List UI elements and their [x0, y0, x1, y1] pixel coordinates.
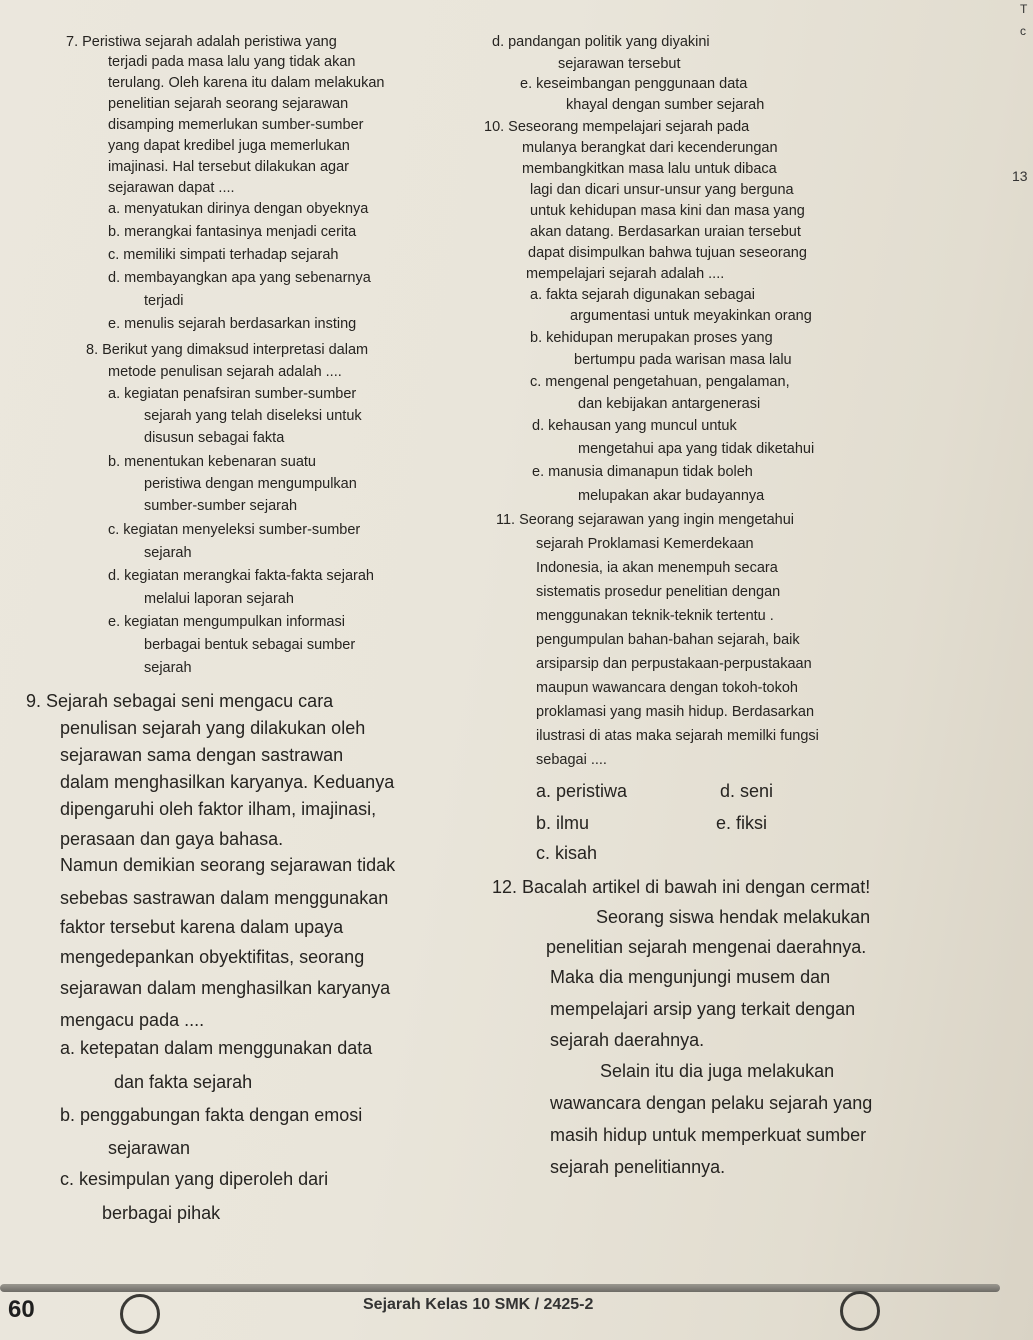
footer-circle-icon: [840, 1291, 880, 1331]
text-line-q10-d1: d. kehausan yang muncul untuk: [532, 418, 737, 434]
text-line-q9-c2: berbagai pihak: [102, 1203, 221, 1223]
text-line-q9-l3: sejarawan sama dengan sastrawan: [60, 745, 344, 765]
text-line-q12-l7: Selain itu dia juga melakukan: [600, 1061, 835, 1081]
text-line-q9-l1: 9. Sejarah sebagai seni mengacu cara: [26, 691, 334, 711]
text-line-q9-l10: mengedepankan obyektifitas, seorang: [60, 947, 365, 967]
text-line-q11-b: b. ilmu: [536, 813, 590, 833]
text-line-q8-a3: disusun sebagai fakta: [144, 430, 285, 446]
text-line-q10-c2: dan kebijakan antargenerasi: [578, 396, 761, 412]
text-line-q8-a2: sejarah yang telah diseleksi untuk: [144, 408, 362, 424]
text-line-q9-b2: sejarawan: [108, 1138, 191, 1158]
page-number: 60: [8, 1296, 35, 1323]
text-line-q8-b3: sumber-sumber sejarah: [144, 498, 298, 514]
text-line-q10-l5: untuk kehidupan masa kini dan masa yang: [530, 203, 805, 219]
footer-divider: [0, 1284, 1000, 1292]
text-line-q9-c1: c. kesimpulan yang diperoleh dari: [60, 1169, 329, 1189]
text-line-q10-l3: membangkitkan masa lalu untuk dibaca: [522, 161, 777, 177]
text-line-q9-l12: mengacu pada ....: [60, 1010, 205, 1030]
text-line-q10-c1: c. mengenal pengetahuan, pengalaman,: [530, 374, 790, 390]
text-line-q10-l7: dapat disimpulkan bahwa tujuan seseorang: [528, 245, 807, 261]
text-line-q8-e2: berbagai bentuk sebagai sumber: [144, 637, 356, 653]
text-line-q7-l6: yang dapat kredibel juga memerlukan: [108, 138, 350, 154]
text-line-q11-l2: sejarah Proklamasi Kemerdekaan: [536, 536, 754, 552]
text-line-q12-l10: sejarah penelitiannya.: [550, 1157, 726, 1177]
text-line-q8-a1: a. kegiatan penafsiran sumber-sumber: [108, 386, 357, 402]
text-line-q8-l1: 8. Berikut yang dimaksud interpretasi dalam: [86, 342, 369, 358]
text-line-q9-b1: b. penggabungan fakta dengan emosi: [60, 1105, 363, 1125]
text-line-q7-l1: 7. Peristiwa sejarah adalah peristiwa yang: [66, 34, 337, 50]
text-line-q7-e-r1: e. keseimbangan penggunaan data: [520, 76, 748, 92]
text-line-q7-l7: imajinasi. Hal tersebut dilakukan agar: [108, 159, 349, 175]
text-line-q11-l11: sebagai ....: [536, 752, 607, 768]
text-line-q8-c1: c. kegiatan menyeleksi sumber-sumber: [108, 522, 361, 538]
text-line-q7-l4: penelitian sejarah seorang sejarawan: [108, 96, 349, 112]
text-line-q10-a1: a. fakta sejarah digunakan sebagai: [530, 287, 755, 303]
text-line-q9-l8: sebebas sastrawan dalam menggunakan: [60, 888, 389, 908]
text-line-q12-l9: masih hidup untuk memperkuat sumber: [550, 1125, 867, 1145]
corner-mark-t: T: [1020, 2, 1028, 16]
text-line-q10-l4: lagi dan dicari unsur-unsur yang berguna: [530, 182, 794, 198]
text-line-q12-l1: 12. Bacalah artikel di bawah ini dengan cermat!: [492, 877, 871, 897]
text-line-q7-l8: sejarawan dapat ....: [108, 180, 235, 196]
text-line-q9-l2: penulisan sejarah yang dilakukan oleh: [60, 718, 366, 738]
text-line-q7-l2: terjadi pada masa lalu yang tidak akan: [108, 54, 356, 70]
text-line-q7-e: e. menulis sejarah berdasarkan insting: [108, 316, 357, 332]
text-line-q11-l6: pengumpulan bahan-bahan sejarah, baik: [536, 632, 800, 648]
text-line-q7-d1: d. membayangkan apa yang sebenarnya: [108, 270, 371, 286]
text-line-q10-l2: mulanya berangkat dari kecenderungan: [522, 140, 778, 156]
text-line-q7-d2: terjadi: [144, 293, 184, 309]
text-line-q10-l6: akan datang. Berdasarkan uraian tersebut: [530, 224, 801, 240]
text-line-q11-l9: proklamasi yang masih hidup. Berdasarkan: [536, 704, 815, 720]
text-line-q8-e1: e. kegiatan mengumpulkan informasi: [108, 614, 345, 630]
book-title: Sejarah Kelas 10 SMK / 2425-2: [363, 1296, 594, 1313]
text-line-q9-a1: a. ketepatan dalam menggunakan data: [60, 1038, 373, 1058]
text-line-q12-l5: mempelajari arsip yang terkait dengan: [550, 999, 856, 1019]
text-line-q9-l9: faktor tersebut karena dalam upaya: [60, 917, 344, 937]
text-line-q10-l8: mempelajari sejarah adalah ....: [526, 266, 725, 282]
text-line-q9-l11: sejarawan dalam menghasilkan karyanya: [60, 978, 391, 998]
text-line-q7-e-r2: khayal dengan sumber sejarah: [566, 97, 765, 113]
corner-mark-c: c: [1020, 24, 1026, 38]
text-line-q9-l4: dalam menghasilkan karyanya. Keduanya: [60, 772, 395, 792]
text-line-q11-c: c. kisah: [536, 843, 598, 863]
text-line-q11-l8: maupun wawancara dengan tokoh-tokoh: [536, 680, 798, 696]
text-line-q7-a: a. menyatukan dirinya dengan obyeknya: [108, 201, 369, 217]
text-line-q11-l5: menggunakan teknik-teknik tertentu .: [536, 608, 774, 624]
text-line-q12-l4: Maka dia mengunjungi musem dan: [550, 967, 831, 987]
text-line-q12-l6: sejarah daerahnya.: [550, 1030, 705, 1050]
text-line-q10-a2: argumentasi untuk meyakinkan orang: [570, 308, 812, 324]
text-line-q8-e3: sejarah: [144, 660, 192, 676]
text-line-q10-e2: melupakan akar budayannya: [578, 488, 765, 504]
text-line-q8-d2: melalui laporan sejarah: [144, 591, 294, 607]
text-line-q8-l2: metode penulisan sejarah adalah ....: [108, 364, 342, 380]
text-line-q10-b2: bertumpu pada warisan masa lalu: [574, 352, 792, 368]
text-line-q8-b1: b. menentukan kebenaran suatu: [108, 454, 316, 470]
text-line-q9-l6: perasaan dan gaya bahasa.: [60, 829, 284, 849]
text-line-q11-l4: sistematis prosedur penelitian dengan: [536, 584, 781, 600]
text-line-q7-l5: disamping memerlukan sumber-sumber: [108, 117, 364, 133]
text-line-q11-l7: arsiparsip dan perpustakaan-perpustakaan: [536, 656, 812, 672]
text-line-q7-b: b. merangkai fantasinya menjadi cerita: [108, 224, 357, 240]
text-line-q11-l3: Indonesia, ia akan menempuh secara: [536, 560, 778, 576]
text-line-q7-d-r1: d. pandangan politik yang diyakini: [492, 34, 710, 50]
text-line-q8-b2: peristiwa dengan mengumpulkan: [144, 476, 357, 492]
text-line-q10-d2: mengetahui apa yang tidak diketahui: [578, 441, 815, 457]
text-line-q12-l8: wawancara dengan pelaku sejarah yang: [550, 1093, 873, 1113]
text-line-q7-c: c. memiliki simpati terhadap sejarah: [108, 247, 339, 263]
text-line-q7-l3: terulang. Oleh karena itu dalam melakukan: [108, 75, 385, 91]
text-line-q11-e: e. fiksi: [716, 813, 768, 833]
text-line-q11-a: a. peristiwa: [536, 781, 628, 801]
text-line-q12-l2: Seorang siswa hendak melakukan: [596, 907, 871, 927]
text-line-q8-d1: d. kegiatan merangkai fakta-fakta sejarah: [108, 568, 374, 584]
side-number: 13: [1012, 168, 1028, 184]
text-line-q9-l7: Namun demikian seorang sejarawan tidak: [60, 855, 396, 875]
text-line-q12-l3: penelitian sejarah mengenai daerahnya.: [546, 937, 867, 957]
text-line-q8-c2: sejarah: [144, 545, 192, 561]
text-line-q9-l5: dipengaruhi oleh faktor ilham, imajinasi,: [60, 799, 377, 819]
text-line-q10-b1: b. kehidupan merupakan proses yang: [530, 330, 773, 346]
footer-circle-icon: [120, 1294, 160, 1334]
text-line-q10-e1: e. manusia dimanapun tidak boleh: [532, 464, 753, 480]
text-line-q11-d: d. seni: [720, 781, 774, 801]
text-line-q7-d-r2: sejarawan tersebut: [558, 56, 681, 72]
text-line-q11-l1: 11. Seorang sejarawan yang ingin mengetahui: [496, 512, 794, 528]
text-line-q11-l10: ilustrasi di atas maka sejarah memilki fungsi: [536, 728, 819, 744]
text-line-q10-l1: 10. Seseorang mempelajari sejarah pada: [484, 119, 750, 135]
text-line-q9-a2: dan fakta sejarah: [114, 1072, 253, 1092]
